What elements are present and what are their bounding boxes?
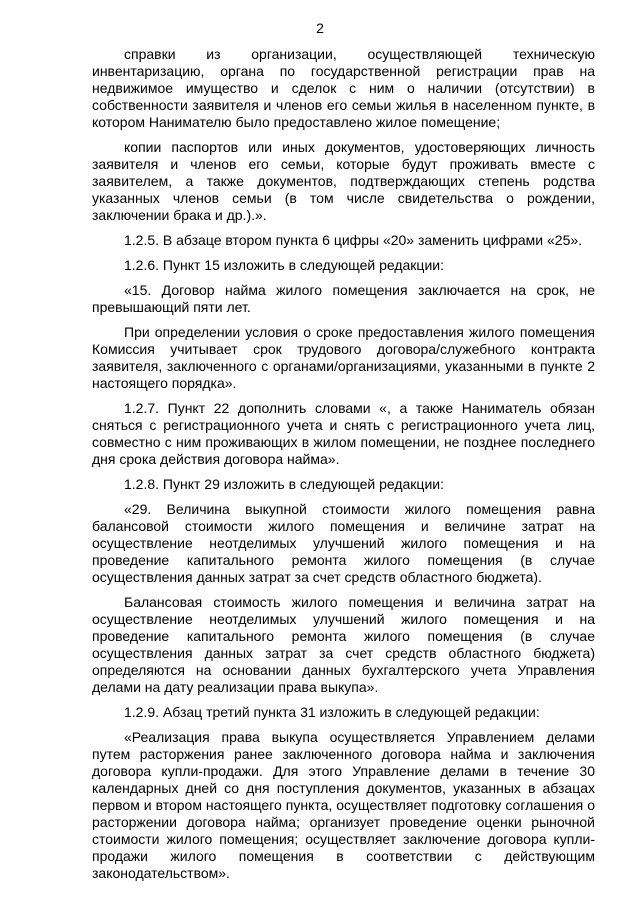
paragraph-3: 1.2.5. В абзаце втором пункта 6 цифры «20» заменить цифрами «25». — [124, 232, 583, 248]
paragraph-10: Балансовая стоимость жилого помещения и величина затрат на осуществление неотделимых улучшений жилого помещения и на проведение капитального ремонта жилого помещения (в случае осуществления данных затрат за счет средств областного бюджета) определяются на основании данных бухгалтерского учета Управления делами на дату реализации права выкупа». — [92, 594, 595, 695]
paragraph-6: При определении условия о сроке предоставления жилого помещения Комиссия учитывает срок трудового договора/служебного контракта заявителя, заключенного с органами/организациями, указанными в пункте 2 настоящего порядка». — [92, 324, 595, 391]
paragraph-9: «29. Величина выкупной стоимости жилого помещения равна балансовой стоимости жилого помещения и величине затрат на осуществление неотделимых улучшений жилого помещения и на проведение капитального ремонта жилого помещения (в случае осуществления данных затрат за счет средств областного бюджета). — [92, 501, 595, 585]
paragraph-12: «Реализация права выкупа осуществляется Управлением делами путем расторжения ранее заключенного договора найма и заключения договора купли-продажи. Для этого Управление делами в течение 30 календарных дней со дня поступления документов, указанных в абзацах первом и втором настоящего пункта, осуществляет подготовку соглашения о расторжении договора найма; организует проведение оценки рыночной стоимости жилого помещения; осуществляет заключение договора купли-продажи жилого помещения в соответствии с действующим законодательством». — [92, 729, 595, 881]
page-number: 2 — [316, 20, 324, 36]
paragraph-5: «15. Договор найма жилого помещения заключается на срок, не превышающий пяти лет. — [92, 282, 595, 315]
paragraph-4: 1.2.6. Пункт 15 изложить в следующей редакции: — [124, 257, 444, 273]
document-body — [92, 46, 595, 890]
paragraph-7: 1.2.7. Пункт 22 дополнить словами «, а также Наниматель обязан сняться с регистрационного учета и снять с регистрационного учета лиц, совместно с ним проживающих в жилом помещении, не позднее последнего дня срока действия договора найма». — [92, 400, 595, 467]
paragraph-11: 1.2.9. Абзац третий пункта 31 изложить в следующей редакции: — [124, 704, 540, 720]
paragraph-2: копии паспортов или иных документов, удостоверяющих личность заявителя и членов его семьи, которые будут проживать вместе с заявителем, а также документов, подтверждающих степень родства указанных членов семьи (в том числе свидетельства о рождении, заключении брака и др.).». — [92, 139, 595, 223]
paragraph-8: 1.2.8. Пункт 29 изложить в следующей редакции: — [124, 476, 444, 492]
paragraph-1: справки из организации, осуществляющей техническую инвентаризацию, органа по государственной регистрации прав на недвижимое имущество и сделок с ним о наличии (отсутствии) в собственности заявителя и членов его семьи жилья в населенном пункте, в котором Нанимателю было предоставлено жилое помещение; — [92, 46, 595, 130]
